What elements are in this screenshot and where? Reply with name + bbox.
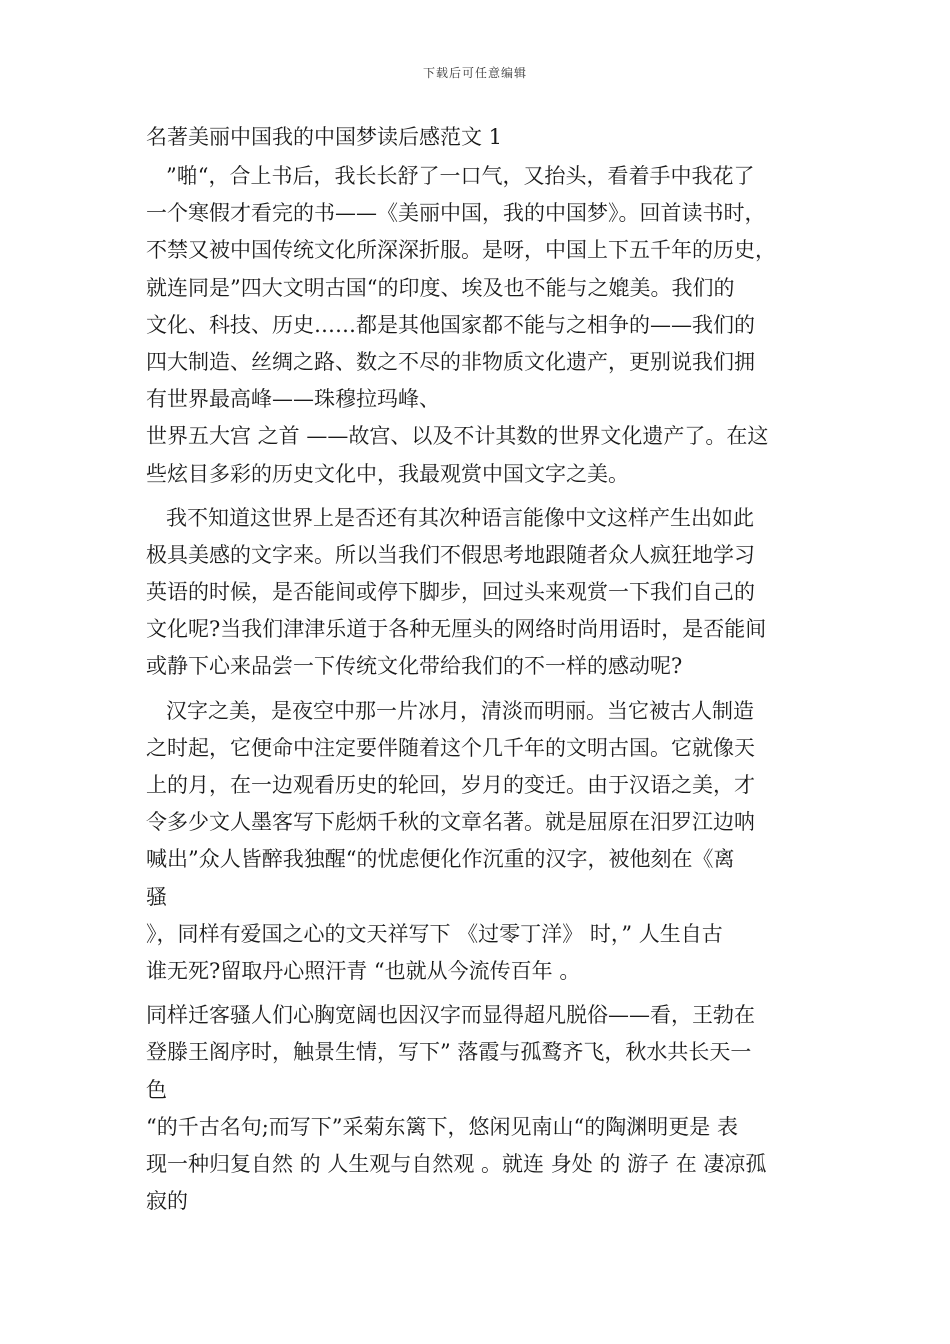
text-line: 谁无死?留取丹心照汗青 “也就从今流传百年 。 (146, 958, 581, 983)
document-body (146, 120, 816, 1220)
text-line: 喊出”众人皆醉我独醒“的忧虑便化作沉重的汉字，被他刻在《离 (146, 847, 735, 872)
text-line: 令多少文人墨客写下彪炳千秋的文章名著。就是屈原在汨罗江边呐 (146, 810, 755, 835)
paragraph-2 (146, 500, 816, 686)
text-line: 或静下心来品尝一下传统文化带给我们的不一样的感动呢? (146, 654, 683, 679)
text-line: ”啪“，合上书后，我长长舒了一口气，又抬头，看着手中我花了 (166, 164, 755, 188)
text-line: 登滕王阁序时，触景生情，写下” 落霞与孤鹜齐飞，秋水共长天一 (146, 1040, 752, 1065)
text-line: 就连同是”四大文明古国“的印度、埃及也不能与之媲美。我们的 (146, 275, 735, 300)
text-line: 世界五大宫 之首 ——故宫、以及不计其数的世界文化遗产了。在这 (146, 424, 769, 449)
page-header-note: 下载后可任意编辑 (422, 66, 527, 80)
text-line: 有世界最高峰——珠穆拉玛峰、 (146, 387, 440, 412)
text-line: 色 (146, 1077, 167, 1102)
text-line: 一个寒假才看完的书——《美丽中国，我的中国梦》。回首读书时， (146, 201, 766, 226)
text-line: 骚 (146, 884, 167, 909)
paragraph-4 (146, 997, 816, 1220)
text-line: 上的月，在一边观看历史的轮回，岁月的变迁。由于汉语之美，才 (146, 773, 755, 797)
text-line: 英语的时候，是否能间或停下脚步，回过头来观赏一下我们自己的 (146, 580, 755, 605)
text-line: 同样迁客骚人们心胸宽阔也因汉字而显得超凡脱俗——看，王勃在 (146, 1003, 755, 1028)
text-line: 寂的 (146, 1189, 188, 1214)
text-line: “的千古名句;而写下”采菊东篱下，悠闲见南山“的陶渊明更是 表 (146, 1114, 738, 1139)
text-line: 四大制造、丝绸之路、数之不尽的非物质文化遗产，更别说我们拥 (146, 349, 755, 374)
text-line: 现一种归复自然 的 人生观与自然观 。就连 身处 的 游子 在 凄凉孤 (146, 1151, 767, 1176)
text-line: 之时起，它便命中注定要伴随着这个几千年的文明古国。它就像天 (146, 735, 755, 760)
text-line: 》，同样有爱国之心的文天祥写下 《过零丁洋》 时，” 人生自古 (146, 921, 723, 946)
text-line: 极具美感的文字来。所以当我们不假思考地跟随者众人疯狂地学习 (146, 542, 755, 567)
paragraph-3 (146, 693, 816, 991)
text-line: 我不知道这世界上是否还有其次种语言能像中文这样产生出如此 (166, 505, 754, 530)
text-line: 文化、科技、历史……都是其他国家都不能与之相争的——我们的 (146, 312, 755, 337)
text-line: 汉字之美，是夜空中那一片冰月，清淡而明丽。当它被古人制造 (166, 698, 754, 723)
paragraph-1 (146, 158, 816, 493)
text-line: 不禁又被中国传统文化所深深折服。是呀，中国上下五千年的历史， (146, 238, 776, 263)
document-title: 名著美丽中国我的中国梦读后感范文 1 (146, 125, 503, 149)
text-line: 些炫目多彩的历史文化中，我最观赏中国文字之美。 (146, 461, 629, 486)
text-line: 文化呢?当我们津津乐道于各种无厘头的网络时尚用语时，是否能间 (146, 617, 767, 642)
